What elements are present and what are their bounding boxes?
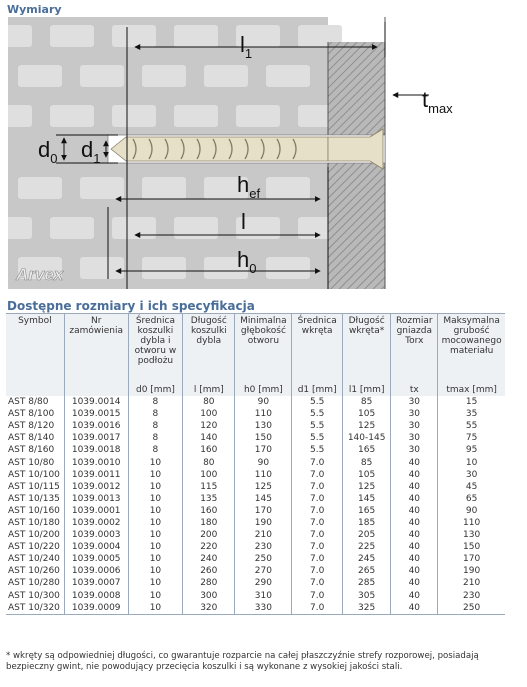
dimensions-section-title: Wymiary	[7, 3, 62, 16]
dimensions-diagram	[8, 17, 519, 289]
label-h0: $h_0$	[237, 247, 257, 276]
table-cell: 1039.0012	[64, 481, 128, 493]
table-cell: 8	[128, 396, 183, 408]
table-cell: 30	[391, 432, 438, 444]
table-cell: 1039.0006	[64, 565, 128, 577]
table-cell: 145	[342, 493, 390, 505]
fixed-material	[328, 42, 385, 289]
table-cell: AST 8/80	[8, 397, 49, 408]
table-cell: 10	[438, 456, 505, 468]
table-row	[6, 469, 505, 481]
units-row	[6, 382, 505, 396]
table-row	[6, 456, 505, 468]
table-cell: 110	[235, 408, 292, 420]
table-cell: AST 8/160	[8, 445, 55, 456]
table-cell: 230	[235, 541, 292, 553]
spec-table	[6, 313, 505, 615]
table-cell: 7.0	[292, 493, 343, 505]
table-cell: AST 8/120	[8, 421, 55, 432]
table-cell: 80	[183, 396, 235, 408]
table-cell: 7.0	[292, 469, 343, 481]
table-cell: 40	[391, 541, 438, 553]
table-cell: 7.0	[292, 565, 343, 577]
table-cell: 10	[128, 469, 183, 481]
table-cell: 140	[183, 432, 235, 444]
table-cell: 7.0	[292, 517, 343, 529]
column-unit: tmax [mm]	[438, 382, 505, 396]
table-cell: 105	[342, 408, 390, 420]
table-cell: 110	[235, 469, 292, 481]
column-unit	[64, 382, 128, 396]
table-cell: 40	[391, 590, 438, 602]
column-header: Minimalna głębokość otworu	[235, 314, 292, 383]
table-cell: AST 10/180	[8, 517, 60, 528]
table-cell: 1039.0002	[64, 517, 128, 529]
table-cell: 90	[235, 456, 292, 468]
table-cell: 40	[391, 602, 438, 615]
table-cell: 135	[183, 493, 235, 505]
table-cell: AST 10/220	[8, 542, 60, 553]
table-cell: 160	[183, 444, 235, 456]
table-cell: 40	[391, 493, 438, 505]
table-cell: 270	[235, 565, 292, 577]
table-cell: 8	[128, 444, 183, 456]
table-cell: 150	[235, 432, 292, 444]
table-cell: 130	[438, 529, 505, 541]
table-cell: 30	[391, 396, 438, 408]
table-cell: 45	[438, 481, 505, 493]
table-cell: 200	[183, 529, 235, 541]
table-cell: 265	[342, 565, 390, 577]
table-cell: 120	[183, 420, 235, 432]
table-row	[6, 493, 505, 505]
table-cell: 7.0	[292, 505, 343, 517]
table-cell: 5.5	[292, 420, 343, 432]
table-cell: 10	[128, 590, 183, 602]
table-row	[6, 602, 505, 615]
table-cell: 40	[391, 529, 438, 541]
table-cell: 1039.0011	[64, 469, 128, 481]
column-unit: l [mm]	[183, 382, 235, 396]
table-cell: 290	[235, 577, 292, 589]
table-cell: 225	[342, 541, 390, 553]
column-unit: l1 [mm]	[342, 382, 390, 396]
table-cell: AST 10/200	[8, 530, 60, 541]
table-cell: 205	[342, 529, 390, 541]
table-cell: 90	[235, 396, 292, 408]
table-row	[6, 432, 505, 444]
table-cell: 185	[342, 517, 390, 529]
column-header: Średnica koszulki dybla i otworu w podłożu	[128, 314, 183, 383]
table-cell: 85	[342, 456, 390, 468]
table-cell: 1039.0010	[64, 456, 128, 468]
table-row	[6, 444, 505, 456]
column-header: Długość wkręta*	[342, 314, 390, 383]
table-cell: 1039.0014	[64, 396, 128, 408]
table-row	[6, 517, 505, 529]
table-cell: AST 10/240	[8, 554, 60, 565]
table-cell: 285	[342, 577, 390, 589]
table-cell: 300	[183, 590, 235, 602]
table-cell: 95	[438, 444, 505, 456]
table-cell: 170	[438, 553, 505, 565]
table-cell: 40	[391, 505, 438, 517]
table-cell: 7.0	[292, 590, 343, 602]
table-cell: 8	[128, 408, 183, 420]
table-cell: 1039.0003	[64, 529, 128, 541]
column-unit: tx	[391, 382, 438, 396]
column-unit: h0 [mm]	[235, 382, 292, 396]
table-cell: 115	[183, 481, 235, 493]
sizes-section-title: Dostępne rozmiary i ich specyfikacja	[7, 299, 255, 313]
table-cell: 7.0	[292, 529, 343, 541]
table-row	[6, 396, 505, 408]
table-cell: AST 8/140	[8, 433, 55, 444]
table-cell: 10	[128, 505, 183, 517]
table-cell: 40	[391, 469, 438, 481]
table-cell: AST 10/320	[8, 602, 60, 613]
table-cell: 10	[128, 517, 183, 529]
column-unit	[6, 382, 64, 396]
table-cell: 30	[391, 408, 438, 420]
table-cell: 30	[391, 420, 438, 432]
table-cell: 145	[235, 493, 292, 505]
table-cell: 65	[438, 493, 505, 505]
table-cell: 170	[235, 444, 292, 456]
table-cell: 150	[438, 541, 505, 553]
table-cell: AST 10/260	[8, 566, 60, 577]
table-row	[6, 529, 505, 541]
table-cell: 240	[183, 553, 235, 565]
footnote: * wkręty są odpowiedniej długości, co gwarantuje rozparcie na całej płaszczyźnie strefy rozporowej, posiadają bezpieczny gwint, nie powodujący przecięcia koszulki i są wykonane z wysokiej jakości stali.	[6, 651, 479, 672]
table-cell: 40	[391, 565, 438, 577]
table-cell: AST 10/100	[8, 469, 60, 480]
table-cell: 40	[391, 517, 438, 529]
column-unit: d0 [mm]	[128, 382, 183, 396]
table-cell: 8	[128, 432, 183, 444]
arvex-logo: Arvex	[16, 265, 64, 284]
table-cell: 5.5	[292, 444, 343, 456]
table-cell: 100	[183, 469, 235, 481]
column-unit: d1 [mm]	[292, 382, 343, 396]
table-cell: 140-145	[342, 432, 390, 444]
table-cell: 40	[391, 481, 438, 493]
column-header: Średnica wkręta	[292, 314, 343, 383]
label-tmax: $t_{max}$	[422, 87, 453, 116]
table-cell: 90	[438, 505, 505, 517]
table-cell: 105	[342, 469, 390, 481]
table-cell: 1039.0001	[64, 505, 128, 517]
table-cell: 230	[438, 590, 505, 602]
table-cell: 1039.0008	[64, 590, 128, 602]
label-hef: $h_{ef}$	[237, 172, 261, 201]
table-cell: 180	[183, 517, 235, 529]
table-cell: 40	[391, 577, 438, 589]
table-cell: AST 10/115	[8, 481, 60, 492]
table-cell: 10	[128, 541, 183, 553]
table-cell: 7.0	[292, 456, 343, 468]
column-header: Symbol	[18, 316, 52, 326]
table-cell: 130	[235, 420, 292, 432]
table-cell: 35	[438, 408, 505, 420]
table-cell: 7.0	[292, 541, 343, 553]
table-row	[6, 481, 505, 493]
table-cell: 250	[438, 602, 505, 615]
table-cell: 125	[342, 481, 390, 493]
table-cell: 260	[183, 565, 235, 577]
table-cell: 10	[128, 529, 183, 541]
table-cell: 10	[128, 481, 183, 493]
table-cell: 100	[183, 408, 235, 420]
label-l: l	[241, 209, 246, 234]
table-cell: AST 8/100	[8, 409, 55, 420]
table-cell: 165	[342, 444, 390, 456]
table-cell: AST 10/280	[8, 578, 60, 589]
label-d1: $d_1$	[81, 137, 101, 166]
table-cell: 1039.0004	[64, 541, 128, 553]
table-cell: 125	[342, 420, 390, 432]
table-cell: 160	[183, 505, 235, 517]
table-row	[6, 577, 505, 589]
label-d0: $d_0$	[38, 137, 58, 166]
table-cell: 1039.0018	[64, 444, 128, 456]
table-cell: 305	[342, 590, 390, 602]
table-cell: 40	[391, 553, 438, 565]
table-cell: 170	[235, 505, 292, 517]
table-cell: 30	[391, 444, 438, 456]
table-cell: 5.5	[292, 396, 343, 408]
column-header: Długość koszulki dybla	[183, 314, 235, 383]
table-cell: 325	[342, 602, 390, 615]
table-cell: 210	[438, 577, 505, 589]
table-cell: 110	[438, 517, 505, 529]
table-cell: 10	[128, 602, 183, 615]
table-cell: 1039.0015	[64, 408, 128, 420]
table-cell: AST 10/135	[8, 493, 60, 504]
table-cell: 1039.0009	[64, 602, 128, 615]
table-cell: AST 10/160	[8, 505, 60, 516]
table-cell: AST 10/80	[8, 457, 55, 468]
header-row	[6, 314, 505, 383]
column-header: Maksymalna grubość mocowanego materiału	[438, 314, 505, 383]
table-cell: 7.0	[292, 602, 343, 615]
table-row	[6, 505, 505, 517]
table-cell: 1039.0007	[64, 577, 128, 589]
table-row	[6, 541, 505, 553]
table-cell: 75	[438, 432, 505, 444]
table-row	[6, 408, 505, 420]
table-cell: 125	[235, 481, 292, 493]
table-cell: 40	[391, 456, 438, 468]
table-cell: 15	[438, 396, 505, 408]
table-cell: 190	[438, 565, 505, 577]
table-cell: 310	[235, 590, 292, 602]
table-cell: 7.0	[292, 577, 343, 589]
table-cell: 250	[235, 553, 292, 565]
table-cell: 85	[342, 396, 390, 408]
table-cell: 5.5	[292, 432, 343, 444]
table-cell: 245	[342, 553, 390, 565]
table-cell: 1039.0017	[64, 432, 128, 444]
table-cell: 1039.0016	[64, 420, 128, 432]
table-cell: 210	[235, 529, 292, 541]
table-row	[6, 553, 505, 565]
table-cell: 10	[128, 565, 183, 577]
table-cell: 10	[128, 553, 183, 565]
table-row	[6, 590, 505, 602]
table-cell: 10	[128, 577, 183, 589]
table-cell: 190	[235, 517, 292, 529]
table-cell: 10	[128, 456, 183, 468]
table-cell: 280	[183, 577, 235, 589]
table-cell: 1039.0005	[64, 553, 128, 565]
table-cell: 7.0	[292, 481, 343, 493]
column-header: Rozmiar gniazda Torx	[391, 314, 438, 383]
table-cell: 330	[235, 602, 292, 615]
table-cell: 80	[183, 456, 235, 468]
table-cell: 320	[183, 602, 235, 615]
table-cell: 30	[438, 469, 505, 481]
table-row	[6, 420, 505, 432]
column-header: Nr zamówienia	[64, 314, 128, 383]
table-cell: 1039.0013	[64, 493, 128, 505]
label-l1: $l_1$	[240, 32, 253, 61]
table-cell: 7.0	[292, 553, 343, 565]
table-cell: 8	[128, 420, 183, 432]
table-cell: AST 10/300	[8, 590, 60, 601]
table-cell: 55	[438, 420, 505, 432]
table-cell: 165	[342, 505, 390, 517]
table-cell: 220	[183, 541, 235, 553]
table-cell: 10	[128, 493, 183, 505]
table-cell: 5.5	[292, 408, 343, 420]
table-row	[6, 565, 505, 577]
